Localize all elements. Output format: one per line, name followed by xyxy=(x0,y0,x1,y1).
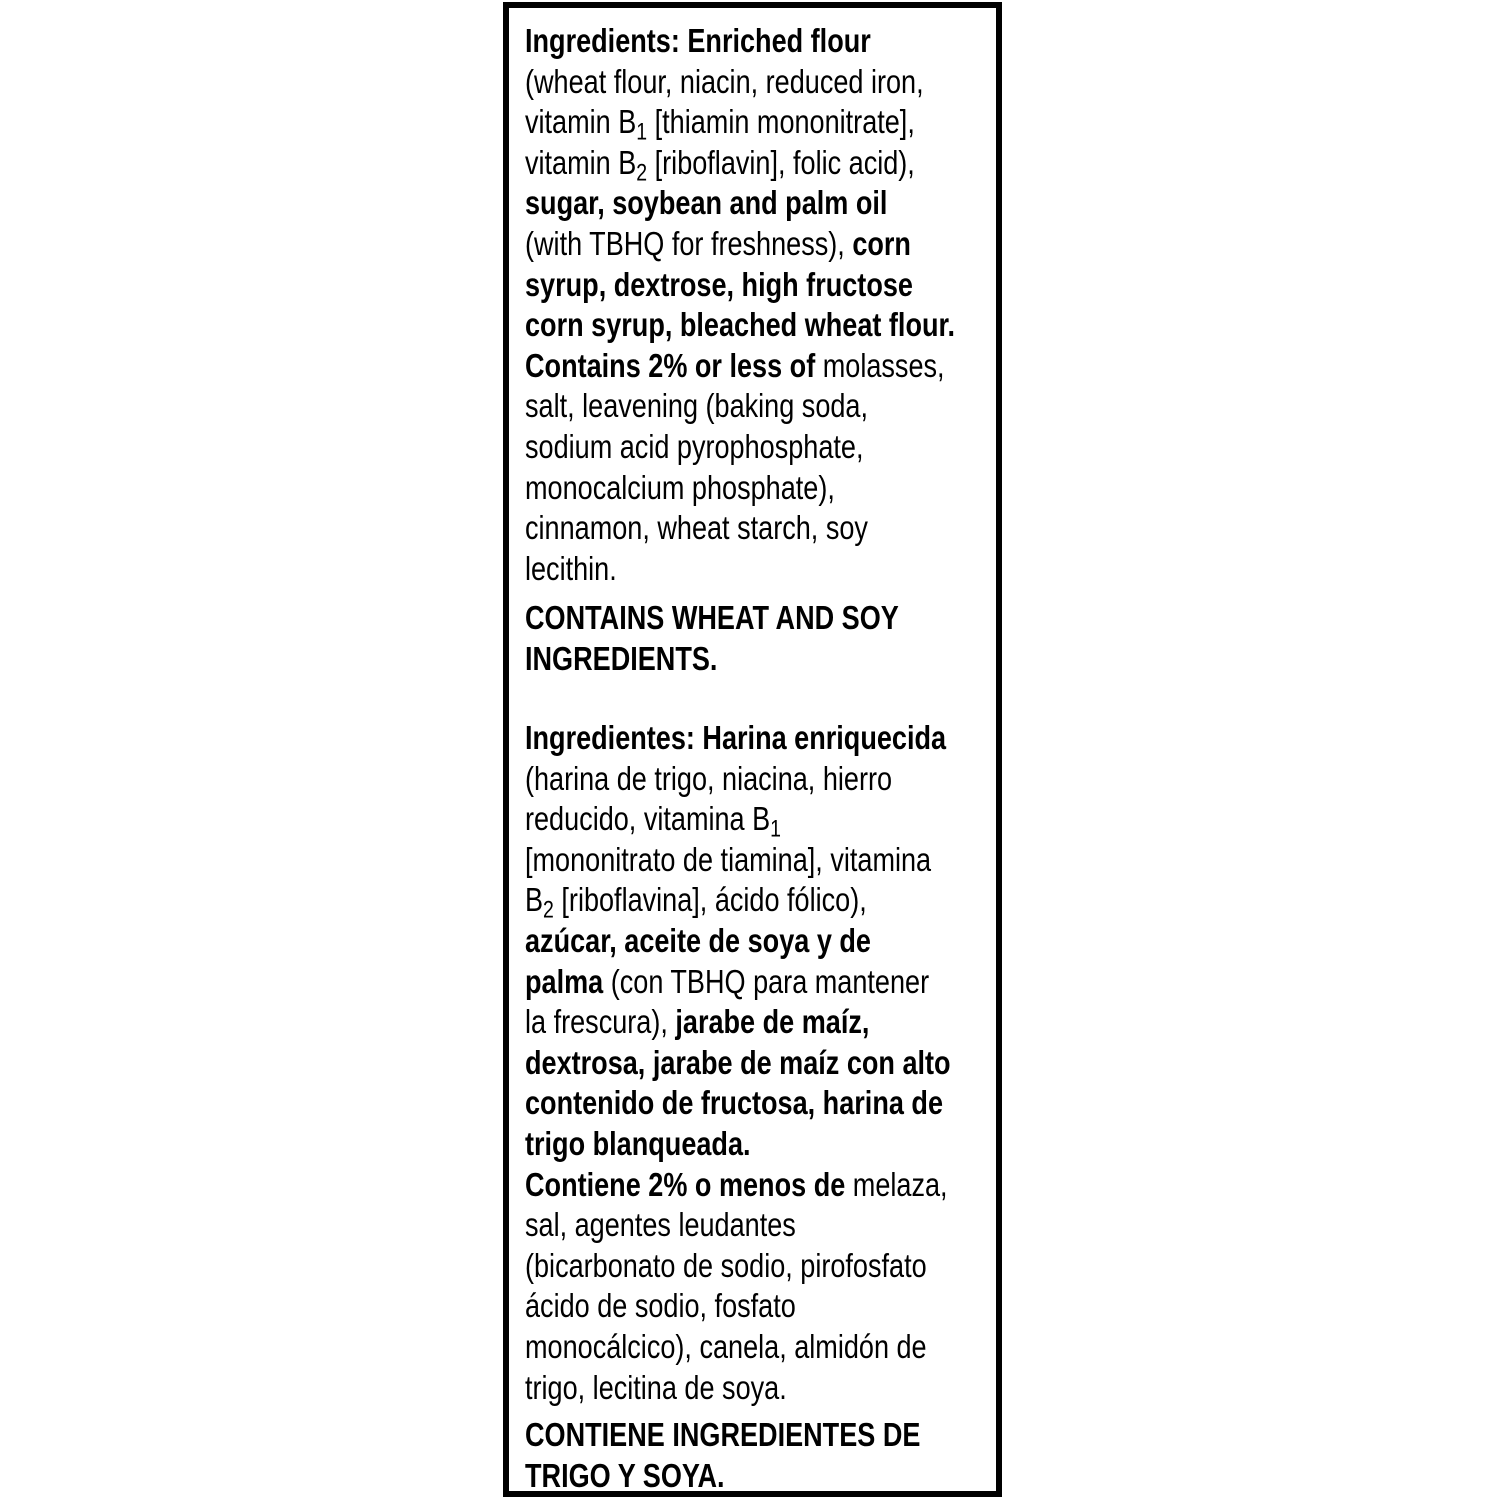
text-run: melaza, xyxy=(845,1165,948,1203)
text-line xyxy=(525,718,947,759)
text-run: vitamin B xyxy=(525,103,637,141)
bold-text: dextrosa, jarabe de maíz con alto xyxy=(525,1043,951,1081)
text-line xyxy=(525,224,911,265)
text-line xyxy=(525,1327,927,1368)
text-run: cinnamon, wheat starch, soy xyxy=(525,509,868,547)
text-line xyxy=(525,1205,902,1246)
text-line xyxy=(525,265,913,306)
bold-text: CONTIENE INGREDIENTES DE xyxy=(525,1416,921,1453)
bold-text: azúcar, aceite de soya y de xyxy=(525,921,871,959)
text-line xyxy=(525,1286,902,1327)
text-line xyxy=(525,1246,927,1287)
subscript: 1 xyxy=(770,815,782,843)
text-line xyxy=(525,305,956,346)
text-run: (bicarbonato de sodio, pirofosfato xyxy=(525,1246,927,1284)
bold-text: trigo blanqueada. xyxy=(525,1124,751,1162)
bold-text: TRIGO Y SOYA. xyxy=(525,1456,725,1494)
bold-text: Ingredients: Enriched flour xyxy=(525,22,871,59)
text-line xyxy=(525,1083,943,1124)
text-run: [riboflavin], folic acid), xyxy=(647,143,915,181)
text-run: (with TBHQ for freshness), xyxy=(525,224,853,262)
text-run: (wheat flour, niacin, reduced iron, xyxy=(525,62,924,100)
text-run: sal, agentes leudantes xyxy=(525,1206,796,1244)
subscript: 2 xyxy=(636,159,648,187)
bold-text: sugar, soybean and palm oil xyxy=(525,184,888,222)
text-line xyxy=(525,1456,902,1497)
bold-text: palma xyxy=(525,962,604,1000)
text-run: (con TBHQ para mantener xyxy=(603,962,930,1000)
text-line xyxy=(525,1165,948,1206)
text-line xyxy=(525,508,902,549)
text-line xyxy=(525,962,930,1003)
text-line xyxy=(525,1415,921,1456)
text-line xyxy=(525,880,902,925)
bold-text: contenido de fructosa, harina de xyxy=(525,1084,943,1122)
text-line xyxy=(525,549,902,590)
text-run: la frescura), xyxy=(525,1003,676,1041)
text-line xyxy=(525,62,924,103)
text-line xyxy=(525,840,932,881)
allergen-statement-english xyxy=(525,598,902,679)
text-line xyxy=(525,1368,902,1409)
text-line xyxy=(525,21,902,62)
text-line xyxy=(525,1043,951,1084)
subscript: 1 xyxy=(636,118,648,146)
ingredients-spanish xyxy=(525,718,951,1408)
text-line xyxy=(525,346,945,387)
text-line xyxy=(525,759,902,800)
ingredients-english xyxy=(525,21,956,589)
bold-text: Contiene 2% o menos de xyxy=(525,1165,846,1203)
bold-text: jarabe de maíz, xyxy=(675,1003,870,1041)
text-run: [thiamin mononitrate], xyxy=(647,103,915,141)
text-line xyxy=(525,102,915,146)
text-line xyxy=(525,468,902,509)
text-run: ácido de sodio, fosfato xyxy=(525,1287,796,1325)
text-run: trigo, lecitina de soya. xyxy=(525,1368,787,1406)
text-run: vitamin B xyxy=(525,143,637,181)
text-line xyxy=(525,386,902,427)
text-run: lecithin. xyxy=(525,549,617,587)
text-run: [mononitrato de tiamina], vitamina xyxy=(525,840,932,878)
text-run: monocalcium phosphate), xyxy=(525,468,835,506)
ingredients-label-panel xyxy=(503,2,1002,1497)
text-line xyxy=(525,639,902,680)
bold-text: syrup, dextrose, high fructose xyxy=(525,265,913,303)
text-run: monocálcico), canela, almidón de xyxy=(525,1327,927,1365)
text-run: reducido, vitamina B xyxy=(525,800,771,838)
text-run: [riboflavina], ácido fólico), xyxy=(553,881,867,919)
bold-text: corn syrup, bleached wheat flour. xyxy=(525,306,956,344)
bold-text: CONTAINS WHEAT AND SOY xyxy=(525,599,899,636)
subscript: 2 xyxy=(543,897,554,925)
text-line xyxy=(525,427,902,468)
text-run: B xyxy=(525,881,544,919)
text-run: molasses, xyxy=(815,346,945,384)
text-run: salt, leavening (baking soda, xyxy=(525,387,868,425)
text-line xyxy=(525,921,902,962)
text-line xyxy=(525,1002,902,1043)
text-line xyxy=(525,799,902,843)
allergen-statement-spanish xyxy=(525,1415,921,1496)
text-line xyxy=(525,183,902,224)
text-line xyxy=(525,1124,902,1165)
text-run: sodium acid pyrophosphate, xyxy=(525,427,864,465)
text-run: (harina de trigo, niacina, hierro xyxy=(525,759,893,797)
bold-text: Contains 2% or less of xyxy=(525,346,816,384)
bold-text: Ingredientes: Harina enriquecida xyxy=(525,719,947,756)
text-line xyxy=(525,143,915,187)
bold-text: INGREDIENTS. xyxy=(525,639,718,677)
text-line xyxy=(525,598,902,639)
bold-text: corn xyxy=(852,224,911,262)
